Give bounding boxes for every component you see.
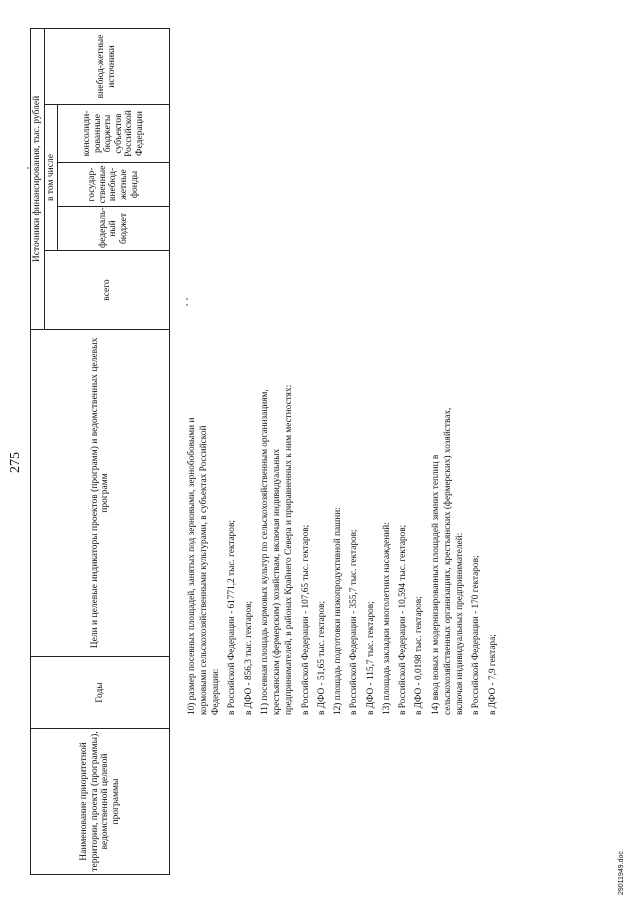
header-goals-cell: Цели и целевые индикаторы проектов (программ) и ведомственных целевых программ [31, 330, 170, 657]
scan-speck [27, 167, 29, 169]
header-years-cell: Годы [31, 657, 170, 729]
header-state-funds-cell: государ-ственные внебюд-жетные фонды [58, 163, 170, 207]
list-item: в ДФО - 115,7 тыс. гектаров; [365, 601, 376, 715]
header-sources-cell: Источники финансирования, тыс. рублей [31, 28, 45, 329]
list-item: в ДФО - 856,3 тыс. гектаров; [243, 600, 254, 715]
list-item: 10) размер посевных площадей, занятых под зерновыми, зернобобовыми и кормовыми сельскохозяйственными культурами, в субъектах Российской Федерации: [187, 417, 222, 715]
header-including-cell: в том числе [44, 105, 58, 251]
list-item: в ДФО - 7,9 гектара; [487, 634, 498, 715]
list-item: в Российской Федерации - 61771,2 тыс. гектаров; [227, 520, 238, 715]
header-name-cell: Наименование приоритетной территории, проекта (программы), ведомственной целевой программы [31, 729, 170, 875]
header-total-cell: всего [44, 251, 170, 330]
list-item: в Российской Федерации - 107,65 тыс. гектаров; [300, 524, 311, 715]
list-item: 13) площадь закладки многолетних насаждений: [381, 522, 392, 715]
header-consolidated-cell: консолиди-рованные бюджеты субъектов Российской Федерации [58, 105, 170, 163]
list-item: в Российской Федерации - 355,7 тыс. гектаров; [349, 529, 360, 715]
list-item: 11) посевная площадь кормовых культур по сельскохозяйственным организациям, крестьянским (фермерским) хозяйствам, включая индивидуальных предпринимателей, в районах Крайнего Севера и приравненных к ним местностях: [260, 384, 295, 715]
scan-speck [186, 298, 188, 300]
indicator-list [186, 379, 503, 715]
list-item: в Российской Федерации - 10,594 тыс. гектаров; [398, 524, 409, 715]
footer-filename: 29011949.doc [618, 851, 625, 895]
header-offbudget-cell: внебюд-жетные источники [44, 28, 170, 104]
scan-speck [186, 304, 188, 306]
header-federal-cell: федераль-ный бюджет [58, 207, 170, 251]
page-number: 275 [8, 452, 23, 473]
header-table [30, 28, 170, 875]
list-item: в ДФО - 0,0198 тыс. гектаров; [414, 596, 425, 715]
list-item: 14) ввод новых и модернизированных площадей зимних теплиц в сельскохозяйственных организациях, крестьянских (фермерских) хозяйствах, включая индивидуальных предпринимателей: [430, 407, 465, 715]
list-item: в ДФО - 51,65 тыс. гектаров; [316, 600, 327, 715]
list-item: в Российской Федерации - 170 гектаров; [471, 555, 482, 715]
list-item: 12) площадь подготовки низкопродуктивной пашни: [333, 507, 344, 715]
